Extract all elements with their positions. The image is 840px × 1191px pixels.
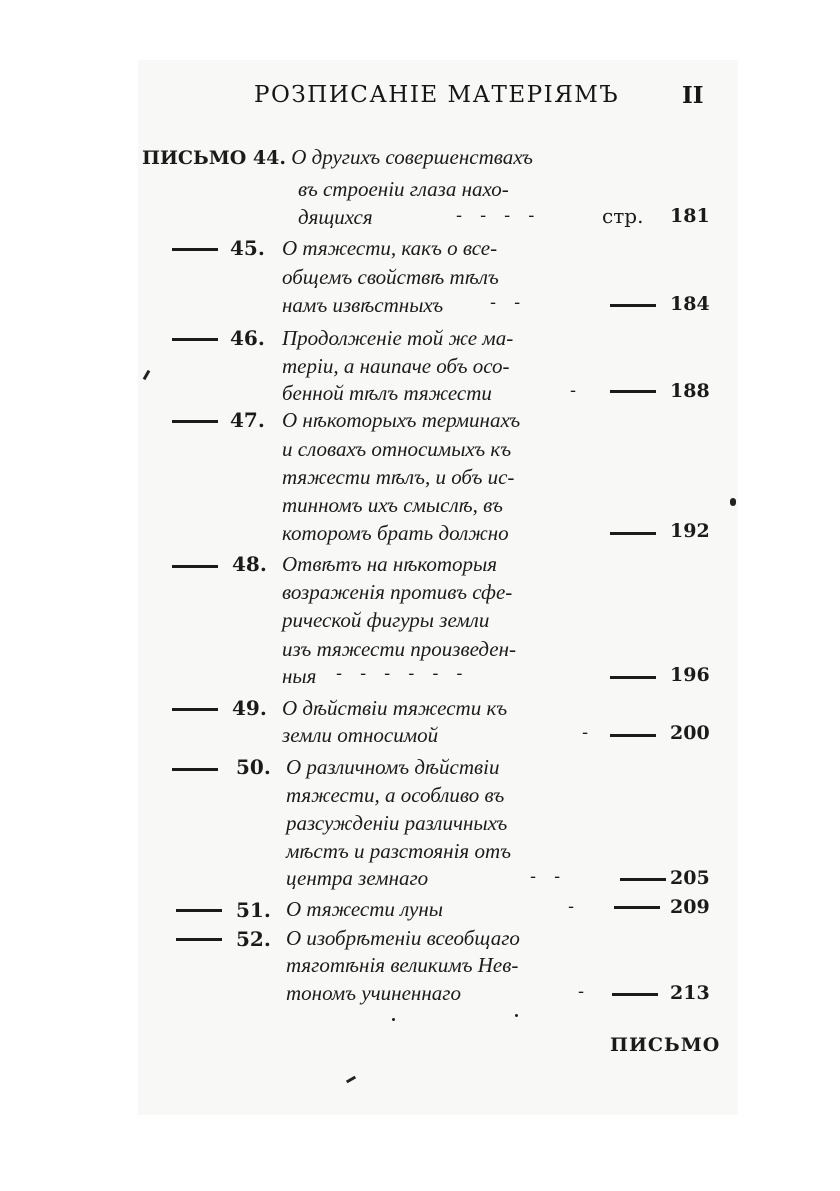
entry-50-line-4: мѣстъ и разстоянія отъ <box>286 839 512 863</box>
entry-47-line-4: тинномъ ихъ смыслѣ, въ <box>282 493 503 517</box>
catchword: ПИСЬМО <box>610 1034 721 1056</box>
entry-47-page: 192 <box>670 520 710 542</box>
entry-47-line-1: О нѣкоторыхъ терминахъ <box>282 408 521 432</box>
ditto-dash <box>176 909 222 912</box>
entry-45-line-3: намъ извѣстныхъ <box>282 293 444 317</box>
running-header: РОЗПИСАНІЕ МАТЕРІЯМЪ <box>254 82 620 108</box>
entry-48-number: 48. <box>232 552 267 576</box>
entry-47-number: 47. <box>230 408 265 432</box>
entry-44-line-1 <box>142 145 533 170</box>
entry-48-line-2: возраженія противъ сфе- <box>282 580 513 604</box>
leader-dash <box>610 532 656 535</box>
entry-48-page: 196 <box>670 664 710 686</box>
entry-50-page: 205 <box>670 867 710 889</box>
entry-49-line-2: земли относимой <box>282 723 439 747</box>
ditto-dash <box>172 338 218 341</box>
entry-46-line-3: бенной тѣлъ тяжести <box>282 381 492 405</box>
entry-52-page: 213 <box>670 982 710 1004</box>
leader-dash <box>610 390 656 393</box>
entry-52-line-1: О изобрѣтеніи всеобщаго <box>286 926 520 950</box>
leader-dash <box>610 734 656 737</box>
entry-52-line-2: тяготѣнія великимъ Нев- <box>286 953 519 977</box>
page-number: II <box>682 82 704 109</box>
entry-49-line-1: О дѣйствіи тяжести къ <box>282 696 508 720</box>
entry-49-page: 200 <box>670 722 710 744</box>
leader-dots: ‐ <box>582 722 607 743</box>
entry-50-number: 50. <box>236 755 271 779</box>
entry-45-number: 45. <box>230 236 265 260</box>
ditto-dash <box>172 768 218 771</box>
entry-45-line-2: общемъ свойствѣ тѣлъ <box>282 265 499 289</box>
entry-44-line-3: дящихся <box>298 205 373 229</box>
ditto-dash <box>176 938 222 941</box>
leader-dash <box>614 906 660 909</box>
entry-49-number: 49. <box>232 696 267 720</box>
leader-dots: ‐‐ <box>530 866 579 887</box>
leader-dash <box>610 304 656 307</box>
entry-44-lead: ПИСЬМО 44. <box>142 147 286 169</box>
entry-47-line-5: которомъ брать должно <box>282 521 509 545</box>
entry-46-number: 46. <box>230 326 265 350</box>
entry-50-line-2: тяжести, а особливо въ <box>286 783 505 807</box>
entry-47-line-2: и словахъ относимыхъ къ <box>282 437 512 461</box>
leader-dots: ‐‐‐‐ <box>456 205 553 226</box>
entry-52-number: 52. <box>236 927 271 951</box>
entry-51-number: 51. <box>236 898 271 922</box>
entry-46-line-2: теріи, а наипаче объ осо- <box>282 354 510 378</box>
leader-dash <box>620 878 666 881</box>
entry-48-line-1: Отвѣтъ на нѣкоторыя <box>282 552 498 576</box>
entry-48-line-4: изъ тяжести произведен- <box>282 637 517 661</box>
entry-47-line-3: тяжести тѣлъ, и объ ис- <box>282 465 515 489</box>
scan-speck <box>515 1014 518 1017</box>
entry-44-text: О другихъ совершенствахъ <box>291 145 533 169</box>
leader-dash <box>612 993 658 996</box>
scan-speck <box>392 1018 395 1021</box>
entry-44-page: 181 <box>670 205 710 227</box>
entry-50-line-5: центра земнаго <box>286 866 429 890</box>
ditto-dash <box>172 248 218 251</box>
entry-46-line-1: Продолженіе той же ма- <box>282 326 514 350</box>
entry-48-line-5: ныя <box>282 664 317 688</box>
entry-45-line-1: О тяжести, какъ о все- <box>282 236 498 260</box>
entry-52-line-3: тономъ учиненнаго <box>286 981 461 1005</box>
leader-dash <box>610 676 656 679</box>
entry-50-line-1: О различномъ дѣйствіи <box>286 755 500 779</box>
leader-dots: ‐‐‐‐‐‐ <box>336 663 481 684</box>
entry-46-page: 188 <box>670 380 710 402</box>
leader-dots: ‐‐ <box>490 292 539 313</box>
leader-dots: ‐ <box>570 380 595 401</box>
entry-44-line-2: въ строеніи глаза нахо- <box>298 177 509 201</box>
entry-51-line-1: О тяжести луны <box>286 897 443 921</box>
entry-51-page: 209 <box>670 896 710 918</box>
scan-speck <box>730 498 736 506</box>
ditto-dash <box>172 708 218 711</box>
leader-dots: ‐ <box>578 981 603 1002</box>
entry-50-line-3: разсужденіи различныхъ <box>286 811 508 835</box>
entry-45-page: 184 <box>670 293 710 315</box>
page-label: стр. <box>602 204 644 228</box>
leader-dots: ‐ <box>568 896 593 917</box>
ditto-dash <box>172 565 218 568</box>
ditto-dash <box>172 420 218 423</box>
entry-48-line-3: рической фигуры земли <box>282 608 490 632</box>
